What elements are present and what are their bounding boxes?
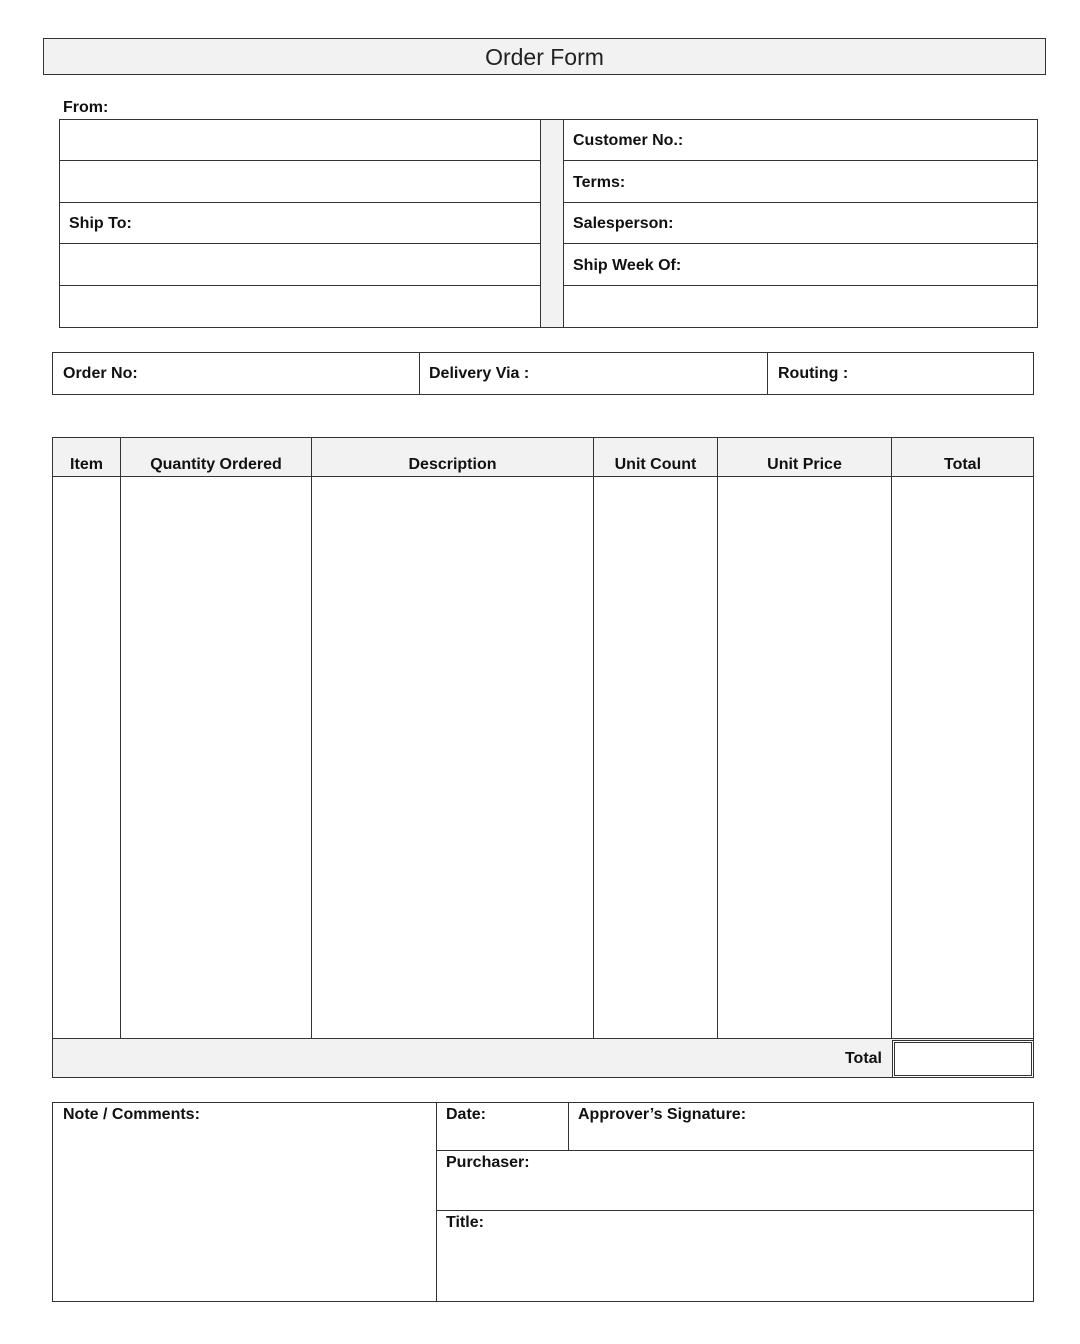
delivery-via-label: Delivery Via : <box>429 365 530 382</box>
purchaser-label: Purchaser: <box>446 1154 530 1171</box>
terms-label: Terms: <box>573 174 626 191</box>
ship-to-label: Ship To: <box>69 215 132 232</box>
order-no-label: Order No: <box>63 365 138 382</box>
page-title: Order Form <box>485 44 604 70</box>
customer-no-label: Customer No.: <box>573 132 684 149</box>
date-label: Date: <box>446 1106 487 1123</box>
total-label: Total <box>844 1050 882 1067</box>
notes-box[interactable] <box>52 1102 437 1302</box>
column-header-total: Total <box>943 456 982 473</box>
column-header-description: Description <box>408 456 497 473</box>
extra-info-field[interactable] <box>564 286 1037 327</box>
ship-to-line-1[interactable] <box>60 244 540 285</box>
approval-block <box>436 1102 1034 1302</box>
title-bar <box>43 38 1046 75</box>
ship-to-line-2[interactable] <box>60 286 540 327</box>
notes-label: Note / Comments: <box>63 1106 200 1123</box>
approver-signature-label: Approver’s Signature: <box>578 1106 747 1123</box>
order-info-row <box>52 352 1034 395</box>
salesperson-label: Salesperson: <box>573 215 674 232</box>
routing-label: Routing : <box>778 365 849 382</box>
from-line-2[interactable] <box>60 161 540 202</box>
from-line-1[interactable] <box>60 120 540 160</box>
ship-week-label: Ship Week Of: <box>573 257 682 274</box>
items-entry-area[interactable] <box>53 477 1033 1038</box>
total-row <box>53 1039 1033 1077</box>
column-header-item: Item <box>70 456 103 473</box>
from-label: From: <box>63 99 109 116</box>
separator-column <box>540 119 564 328</box>
column-header-unit-price: Unit Price <box>767 456 842 473</box>
title-label: Title: <box>446 1214 484 1231</box>
grand-total-field[interactable] <box>892 1040 1034 1078</box>
column-header-unit-count: Unit Count <box>614 456 697 473</box>
column-header-quantity-ordered: Quantity Ordered <box>150 456 282 473</box>
